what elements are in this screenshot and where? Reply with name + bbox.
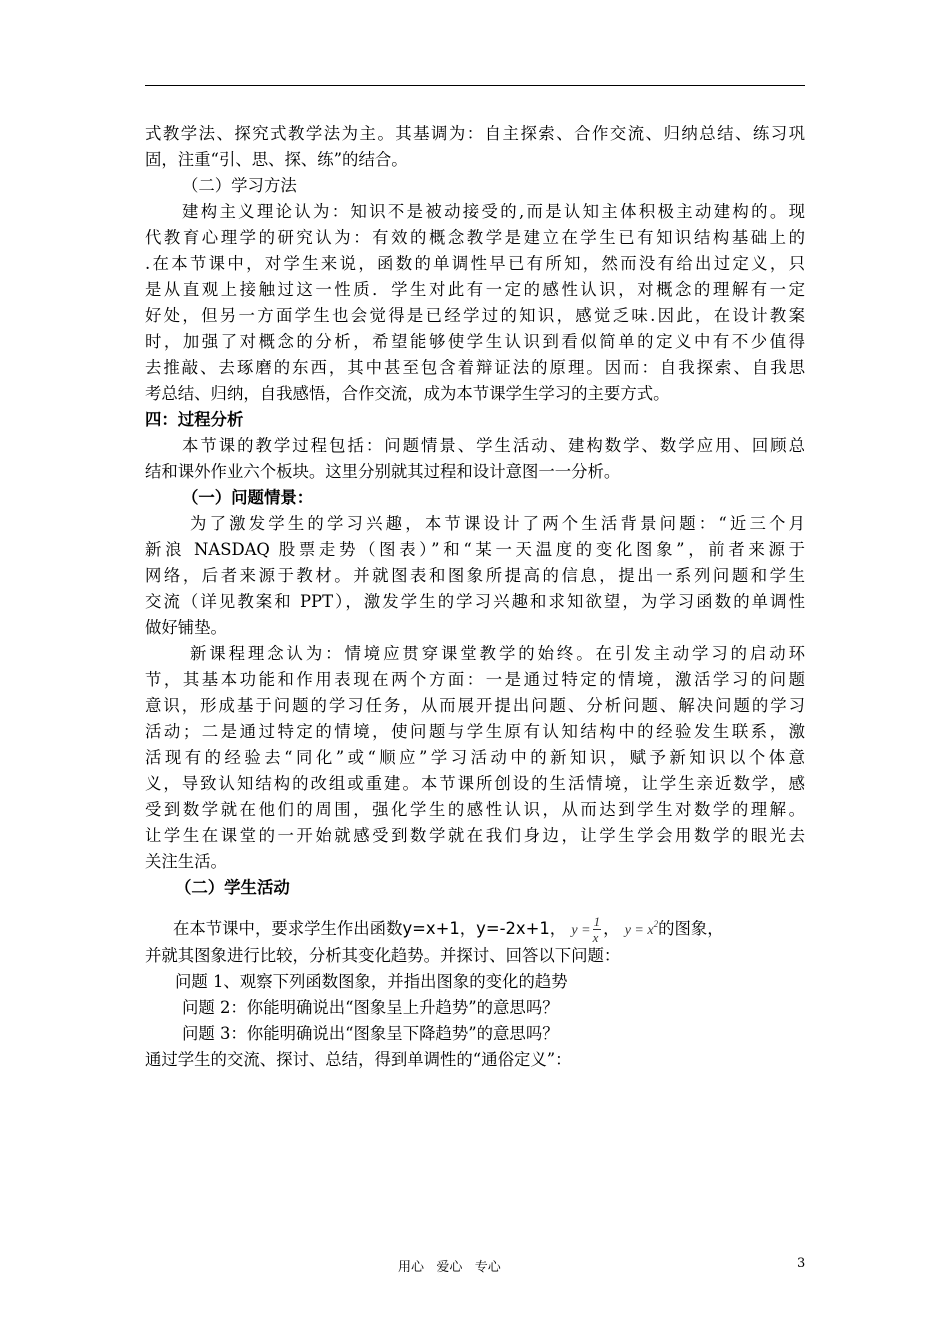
- reciprocal-lhs: y =: [571, 923, 591, 938]
- paragraph-line: 新浪 NASDAQ 股票走势（图表）”和“某一天温度的变化图象”，前者来源于: [145, 540, 805, 559]
- formula-intro: 在本节课中，要求学生作出函数: [173, 919, 403, 938]
- paragraph-line: 代教育心理学的研究认为：有效的概念教学是建立在学生已有知识结构基础上的: [145, 228, 805, 247]
- formula-line: [173, 912, 724, 945]
- question-line: 问题 3：你能明确说出“图象呈下降趋势”的意思吗？: [182, 1024, 559, 1043]
- paragraph-line: 受到数学就在他们的周围，强化学生的感性认识，从而达到学生对数学的理解。: [145, 800, 805, 819]
- paragraph-line: 活现有的经验去“同化”或“顺应”学习活动中的新知识，赋予新知识以个体意: [145, 748, 805, 767]
- paragraph-line: 义，导致认知结构的改组或重建。本节课所创设的生活情境，让学生亲近数学，感: [145, 774, 805, 793]
- paragraph-line: 让学生在课堂的一开始就感受到数学就在我们身边，让学生学会用数学的眼光去: [145, 826, 805, 845]
- reciprocal-fraction: [593, 914, 602, 945]
- subsection-heading: （一）问题情景：: [182, 488, 314, 507]
- subsection-heading: （二）学生活动: [175, 878, 290, 897]
- section-heading: （二）学习方法: [182, 176, 297, 195]
- paragraph-line: 新课程理念认为：情境应贯穿课堂教学的始终。在引发主动学习的启动环: [190, 644, 805, 663]
- paragraph-line: .在本节课中，对学生来说，函数的单调性早已有所知，然而没有给出过定义，只: [145, 254, 805, 273]
- paragraph-line: 为了激发学生的学习兴趣，本节课设计了两个生活背景问题：“近三个月: [190, 514, 805, 533]
- section-heading: 四：过程分析: [145, 410, 244, 429]
- comma: ，: [603, 919, 620, 938]
- fraction-numerator: 1: [593, 914, 601, 929]
- paragraph-line: 建构主义理论认为：知识不是被动接受的,而是认知主体积极主动建构的。现: [182, 202, 805, 221]
- paragraph-line: 本节课的教学过程包括：问题情景、学生活动、建构数学、数学应用、回顾总: [182, 436, 805, 455]
- paragraph-line: 是从直观上接触过这一性质．学生对此有一定的感性认识，对概念的理解有一定: [145, 280, 805, 299]
- paragraph-line: 去推敲、去琢磨的东西，其中甚至包含着辩证法的原理。因而：自我探索、自我思: [145, 358, 805, 377]
- square-function: y = x: [624, 923, 654, 938]
- paragraph-line: 式教学法、探究式教学法为主。其基调为：自主探索、合作交流、归纳总结、练习巩: [145, 124, 805, 143]
- paragraph-line: 活动；二是通过特定的情境，使问题与学生原有认知结构中的经验发生联系，激: [145, 722, 805, 741]
- linear-functions: y=x+1，y=-2x+1，: [402, 919, 567, 938]
- formula-outro: 的图象，: [658, 919, 724, 938]
- paragraph-line: 节，其基本功能和作用表现在两个方面：一是通过特定的情境，激活学习的问题: [145, 670, 805, 689]
- fraction-denominator: x: [592, 930, 599, 945]
- paragraph-line: 通过学生的交流、探讨、总结，得到单调性的“通俗定义”：: [145, 1050, 572, 1069]
- paragraph-line: 并就其图象进行比较，分析其变化趋势。并探讨、回答以下问题：: [145, 946, 621, 965]
- paragraph-line: 网络，后者来源于教材。并就图表和图象所提高的信息，提出一系列问题和学生: [145, 566, 805, 585]
- paragraph-line: 结和课外作业六个板块。这里分别就其过程和设计意图一一分析。: [145, 462, 621, 481]
- paragraph-line: 意识，形成基于问题的学习任务，从而展开提出问题、分析问题、解决问题的学习: [145, 696, 805, 715]
- square-exponent: 2: [653, 919, 659, 929]
- header-rule: [145, 85, 805, 86]
- footer-motto: 用心 爱心 专心: [398, 1260, 501, 1275]
- paragraph-line: 关注生活。: [145, 852, 227, 871]
- paragraph-line: 交流（详见教案和 PPT），激发学生的学习兴趣和求知欲望，为学习函数的单调性: [145, 592, 805, 611]
- question-line: 问题 2：你能明确说出“图象呈上升趋势”的意思吗？: [182, 998, 559, 1017]
- paragraph-line: 固，注重“引、思、探、练”的结合。: [145, 150, 408, 169]
- paragraph-line: 时，加强了对概念的分析，希望能够使学生认识到看似简单的定义中有不少值得: [145, 332, 805, 351]
- paragraph-line: 做好铺垫。: [145, 618, 227, 637]
- paragraph-line: 好处，但另一方面学生也会觉得是已经学过的知识，感觉乏味.因此，在设计教案: [145, 306, 805, 325]
- question-line: 问题 1、观察下列函数图象，并指出图象的变化的趋势: [175, 972, 568, 991]
- page-number: 3: [797, 1256, 806, 1271]
- paragraph-line: 考总结、归纳，自我感悟，合作交流，成为本节课学生学习的主要方式。: [145, 384, 670, 403]
